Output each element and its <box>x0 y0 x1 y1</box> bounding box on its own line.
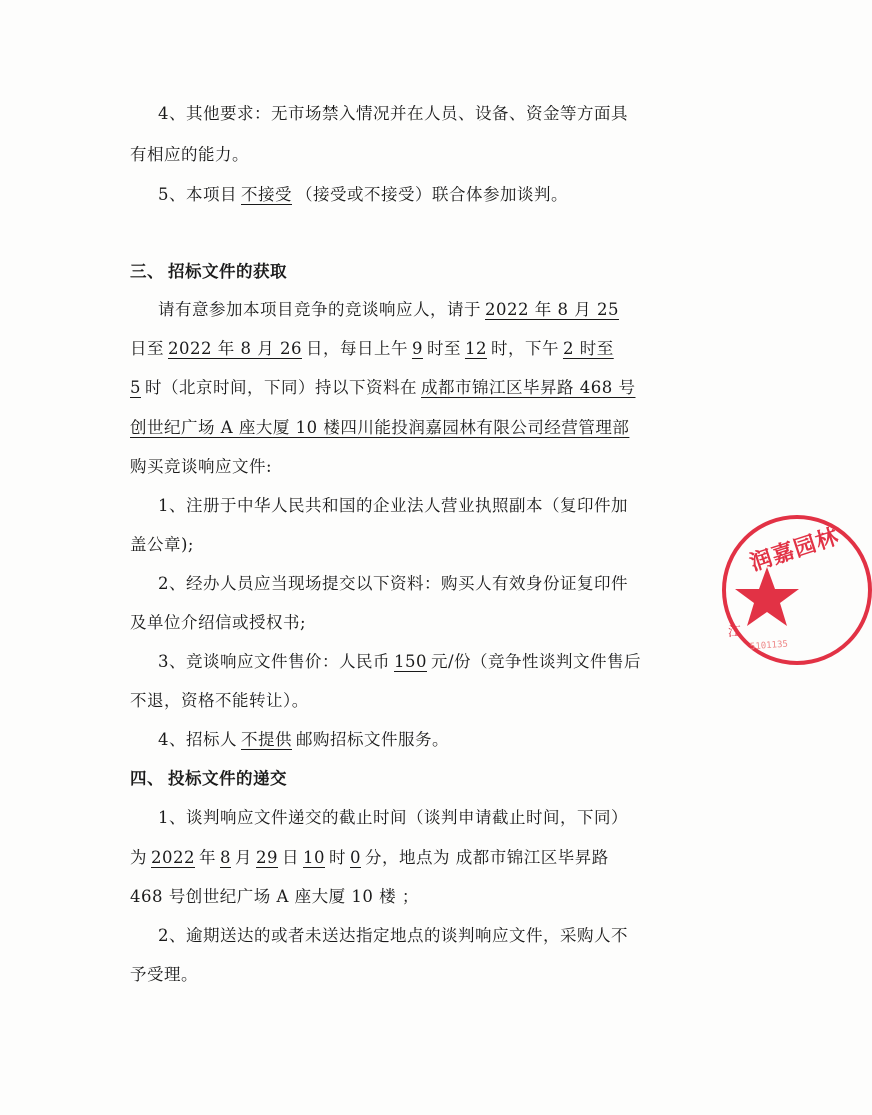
deadline-year: 2022 <box>151 848 195 867</box>
section-4-item-2-line-1: 2、逾期送达的或者未送达指定地点的谈判响应文件，采购人不 <box>158 926 628 945</box>
end-date: 2022 年 8 月 26 <box>168 339 302 358</box>
section-4-number: 四、 <box>130 769 164 788</box>
s3-text-g: 时，下午 <box>490 339 559 358</box>
section-4-line-2 <box>130 846 609 870</box>
afternoon-end-hour: 5 <box>130 378 141 397</box>
deadline-day: 29 <box>256 848 278 867</box>
section-3-line-2 <box>130 337 618 361</box>
mail-value: 不提供 <box>241 730 292 749</box>
s4-text-f: 分，地点为 成都市锦江区毕昇路 <box>365 848 609 867</box>
s4-text-e: 时 <box>329 848 346 867</box>
item-3-line-2: 不退，资格不能转让）。 <box>130 691 309 710</box>
s4-text-b: 年 <box>199 848 216 867</box>
paragraph-4-line-2: 有相应的能力。 <box>130 145 249 164</box>
morning-end-hour: 12 <box>464 339 487 358</box>
item-1-line-2: 盖公章); <box>130 535 194 554</box>
section-3-heading <box>130 260 287 284</box>
section-4-line-3: 468 号创世纪广场 A 座大厦 10 楼 ； <box>130 887 419 906</box>
item-2-line-1: 2、经办人员应当现场提交以下资料：购买人有效身份证复印件 <box>158 574 628 593</box>
purchase-address-line-1: 成都市锦江区毕昇路 468 号 <box>421 378 636 397</box>
purchase-address-line-2: 创世纪广场 A 座大厦 10 楼四川能投润嘉园林有限公司经营管理部 <box>130 418 630 437</box>
mail-suffix: 邮购招标文件服务。 <box>296 730 449 749</box>
s4-text-c: 月 <box>235 848 252 867</box>
s4-text-d: 日 <box>282 848 299 867</box>
price-prefix: 3、竞谈响应文件售价：人民币 <box>158 652 390 671</box>
section-3-title: 招标文件的获取 <box>168 262 287 281</box>
section-4-heading <box>130 767 287 791</box>
section-4-item-2-line-2: 予受理。 <box>130 965 198 984</box>
section-3-line-4 <box>130 416 633 440</box>
section-4-title: 投标文件的递交 <box>168 769 287 788</box>
section-3-line-5: 购买竞谈响应文件: <box>130 457 273 476</box>
deadline-month: 8 <box>220 848 231 867</box>
paragraph-5 <box>158 183 568 207</box>
price-suffix: 元/份（竞争性谈判文件售后 <box>431 652 642 671</box>
item-2-line-2: 及单位介绍信或授权书; <box>130 613 307 632</box>
s3-text-c: 日，每日上午 <box>305 339 408 358</box>
s3-text-a: 日至 <box>130 339 164 358</box>
start-date: 2022 年 8 月 25 <box>485 300 619 319</box>
morning-start-hour: 9 <box>411 339 423 358</box>
seal-number: 5101135 <box>749 639 789 653</box>
s3-intro: 请有意参加本项目竞争的竞谈响应人，请于 <box>158 300 481 319</box>
item-4-line <box>158 728 449 752</box>
afternoon-start-hour: 2 时至 <box>562 339 614 358</box>
s4-text-a: 为 <box>130 848 147 867</box>
deadline-minute: 0 <box>350 848 361 867</box>
paragraph-4-line-1: 4、其他要求：无市场禁入情况并在人员、设备、资金等方面具 <box>158 104 628 123</box>
mail-prefix: 4、招标人 <box>158 730 237 749</box>
price-value: 150 <box>394 652 427 671</box>
section-3-line-3 <box>130 376 639 400</box>
company-seal <box>722 515 872 665</box>
item-3-line-1 <box>158 650 641 674</box>
s3-text-b: 时（北京时间，下同）持以下资料在 <box>145 378 417 397</box>
p5-prefix: 5、本项目 <box>158 185 237 204</box>
seal-text: 润嘉园林 <box>747 524 843 577</box>
s3-text-e: 时至 <box>426 339 461 358</box>
section-4-line-1: 1、谈判响应文件递交的截止时间（谈判申请截止时间，下同） <box>158 808 628 827</box>
section-3-number: 三、 <box>130 262 164 281</box>
item-1-line-1: 1、注册于中华人民共和国的企业法人营业执照副本（复印件加 <box>158 496 628 515</box>
deadline-hour: 10 <box>303 848 325 867</box>
p5-suffix: （接受或不接受）联合体参加谈判。 <box>296 185 568 204</box>
section-3-line-1 <box>158 298 623 322</box>
seal-side-char: 江 <box>728 625 742 640</box>
p5-consortium-value: 不接受 <box>241 185 292 204</box>
